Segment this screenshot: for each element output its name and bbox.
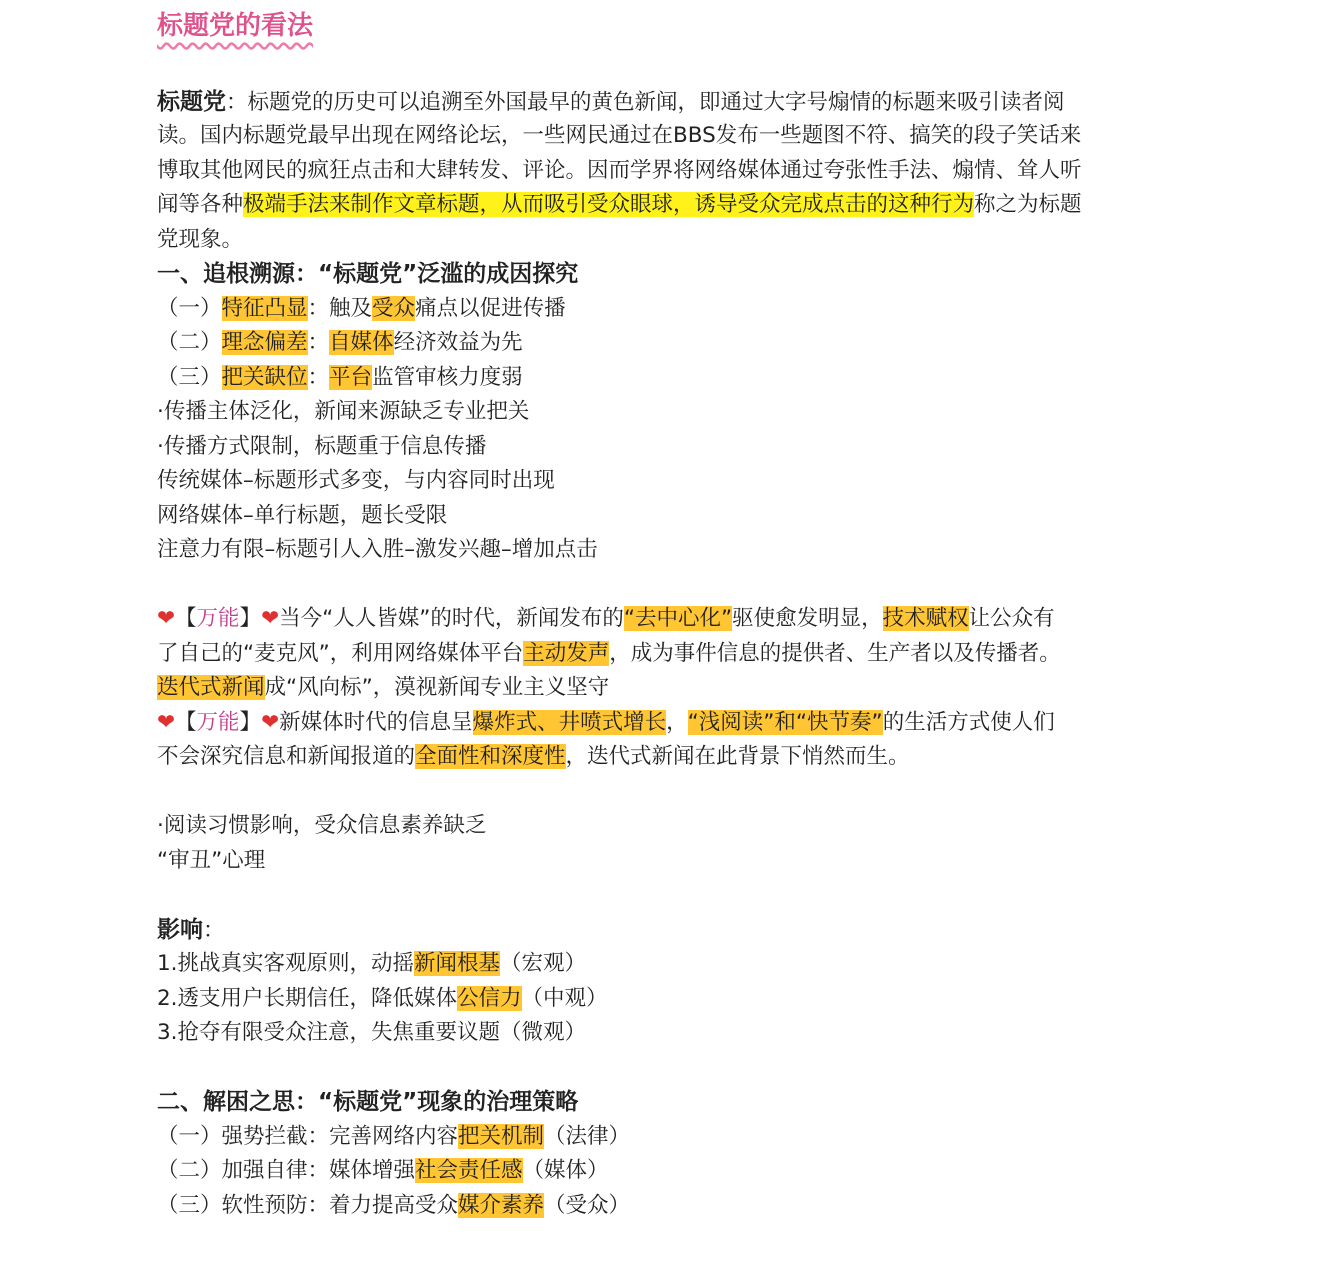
text-segment: 】: [239, 606, 262, 631]
text-segment: 成“风向标”，漠视新闻专业主义坚守: [264, 675, 610, 700]
section-heading: [157, 1085, 1187, 1120]
text-segment: ·阅读习惯影响，受众信息素养缺乏: [157, 813, 487, 838]
text-line: [157, 499, 1187, 534]
heart-icon: ❤: [261, 709, 280, 735]
text-line: [157, 1154, 1187, 1189]
text-segment: 经济效益为先: [393, 330, 523, 355]
text-line: [157, 430, 1187, 465]
text-segment: ，成为事件信息的提供者、生产者以及传播者。: [609, 640, 1061, 666]
text-line: [157, 464, 1187, 499]
text-line: [157, 671, 1187, 706]
text-segment: ·传播主体泛化，新闻来源缺乏专业把关: [157, 399, 530, 424]
highlighted-text: 理念偏差: [221, 330, 308, 355]
text-segment: 3.抢夺有限受众注意，失焦重要议题（微观）: [157, 1020, 587, 1045]
highlighted-text: 媒介素养: [458, 1192, 545, 1218]
text-segment: 网络媒体–单行标题，题长受限: [157, 502, 448, 528]
text-segment: （一）强势拦截：完善网络内容: [157, 1123, 459, 1149]
text-line: [157, 1189, 1187, 1224]
text-segment: 1.挑战真实客观原则，动摇: [157, 951, 415, 976]
text-segment: （法律）: [544, 1123, 631, 1149]
heart-icon: ❤: [157, 606, 176, 631]
text-segment: 【: [175, 606, 197, 631]
text-segment: ：触及: [307, 295, 373, 321]
text-segment: 万能: [196, 709, 240, 735]
highlighted-text: 全面性和深度性: [415, 744, 566, 769]
heart-icon: ❤: [261, 606, 280, 631]
text-segment: 一、追根溯源：“标题党”泛滥的成因探究: [157, 261, 579, 287]
text-segment: 让公众有: [968, 606, 1055, 631]
text-segment: （受众）: [544, 1192, 631, 1218]
text-line: [157, 844, 1187, 879]
highlighted-text: 公信力: [457, 985, 522, 1011]
text-line: [157, 913, 1187, 948]
document-title: 标题党的看法: [157, 11, 314, 41]
text-segment: 万能: [196, 606, 240, 631]
highlighted-text: “浅阅读”和“快节奏”: [687, 709, 883, 735]
highlighted-text: 技术赋权: [882, 606, 969, 631]
text-line: [157, 533, 1187, 568]
text-segment: 二、解困之思：“标题党”现象的治理策略: [157, 1089, 579, 1115]
text-segment: （宏观）: [500, 951, 587, 976]
text-segment: 注意力有限–标题引人入胜–激发兴趣–增加点击: [157, 537, 598, 562]
section-heading: [157, 257, 1187, 292]
text-line: [157, 361, 1187, 396]
text-segment: 驱使愈发明显，: [732, 606, 883, 631]
text-segment: ：: [203, 917, 225, 943]
text-segment: 党现象。: [157, 226, 244, 252]
text-segment: （中观）: [521, 985, 608, 1011]
text-line: [157, 119, 1187, 154]
text-segment: 了自己的“麦克风”，利用网络媒体平台: [157, 640, 524, 666]
blank-line: [157, 775, 1187, 810]
text-segment: 博取其他网民的疯狂点击和大肆转发、评论。因而学界将网络媒体通过夸张性手法、煽情、耸人听: [157, 157, 1082, 183]
document-body: [157, 50, 1187, 1223]
text-line: [157, 395, 1187, 430]
text-line: [157, 740, 1187, 775]
highlighted-text: “去中心化”: [623, 606, 733, 631]
highlighted-text: 把关机制: [458, 1123, 545, 1149]
text-segment: 】: [239, 709, 262, 735]
text-line: [157, 154, 1187, 189]
blank-line: [157, 50, 1187, 85]
text-line: [157, 223, 1187, 258]
text-line: [157, 85, 1187, 120]
text-segment: （一）: [157, 295, 222, 321]
text-segment: 痛点以促进传播: [415, 295, 566, 321]
highlighted-text: 社会责任感: [415, 1158, 523, 1183]
highlighted-text: 极端手法来制作文章标题，从而吸引受众眼球，诱导受众完成点击的这种行为: [243, 192, 975, 217]
text-line: [157, 292, 1187, 327]
text-segment: 不会深究信息和新闻报道的: [157, 744, 416, 769]
text-segment: ：: [307, 364, 330, 390]
text-segment: （二）加强自律：媒体增强: [157, 1158, 416, 1183]
highlighted-text: 特征凸显: [221, 295, 308, 321]
bold-term: 标题党: [157, 88, 226, 115]
text-segment: 的生活方式使人们: [882, 709, 1055, 735]
text-line: [157, 637, 1187, 672]
text-segment: 闻等各种: [157, 192, 244, 217]
text-line: [157, 602, 1187, 637]
text-line: [157, 809, 1187, 844]
text-line: [157, 982, 1187, 1017]
text-line: [157, 1016, 1187, 1051]
text-line: [157, 706, 1187, 741]
text-segment: 传统媒体–标题形式多变，与内容同时出现: [157, 468, 555, 493]
text-segment: 称之为标题: [974, 192, 1082, 217]
document: [157, 6, 1187, 1223]
highlighted-text: 迭代式新闻: [157, 675, 265, 700]
text-segment: ，: [666, 709, 688, 735]
text-segment: ：标题党的历史可以追溯至外国最早的黄色新闻，即通过大字号煽情的标题来吸引读者阅: [226, 89, 1065, 115]
blank-line: [157, 878, 1187, 913]
text-line: [157, 326, 1187, 361]
highlighted-text: 把关缺位: [221, 364, 308, 390]
text-segment: ·传播方式限制，标题重于信息传播: [157, 433, 487, 459]
text-segment: ：: [307, 330, 330, 355]
text-segment: 新媒体时代的信息呈: [279, 709, 473, 735]
text-segment: （三）软性预防：着力提高受众: [157, 1192, 459, 1218]
highlighted-text: 主动发声: [523, 640, 610, 666]
text-segment: 【: [175, 709, 197, 735]
blank-line: [157, 1051, 1187, 1086]
highlighted-text: 爆炸式、井喷式增长: [472, 709, 667, 735]
text-segment: （三）: [157, 364, 222, 390]
text-line: [157, 1120, 1187, 1155]
text-segment: 当今“人人皆媒”的时代，新闻发布的: [279, 606, 624, 631]
text-segment: 监管审核力度弱: [372, 364, 523, 390]
text-line: [157, 947, 1187, 982]
highlighted-text: 新闻根基: [414, 951, 501, 976]
highlighted-text: 受众: [372, 295, 416, 321]
text-segment: （二）: [157, 330, 222, 355]
blank-line: [157, 568, 1187, 603]
text-segment: 读。国内标题党最早出现在网络论坛，一些网民通过在BBS发布一些题图不符、搞笑的段子笑话来: [157, 123, 1082, 148]
bold-term: 影响: [157, 916, 203, 943]
highlighted-text: 平台: [329, 364, 373, 390]
text-segment: ，迭代式新闻在此背景下悄然而生。: [565, 744, 910, 769]
text-segment: 2.透支用户长期信任，降低媒体: [157, 985, 458, 1011]
text-line: [157, 188, 1187, 223]
heart-icon: ❤: [157, 709, 176, 735]
text-segment: “审丑”心理: [157, 847, 266, 873]
highlighted-text: 自媒体: [329, 330, 394, 355]
text-segment: （媒体）: [522, 1158, 609, 1183]
